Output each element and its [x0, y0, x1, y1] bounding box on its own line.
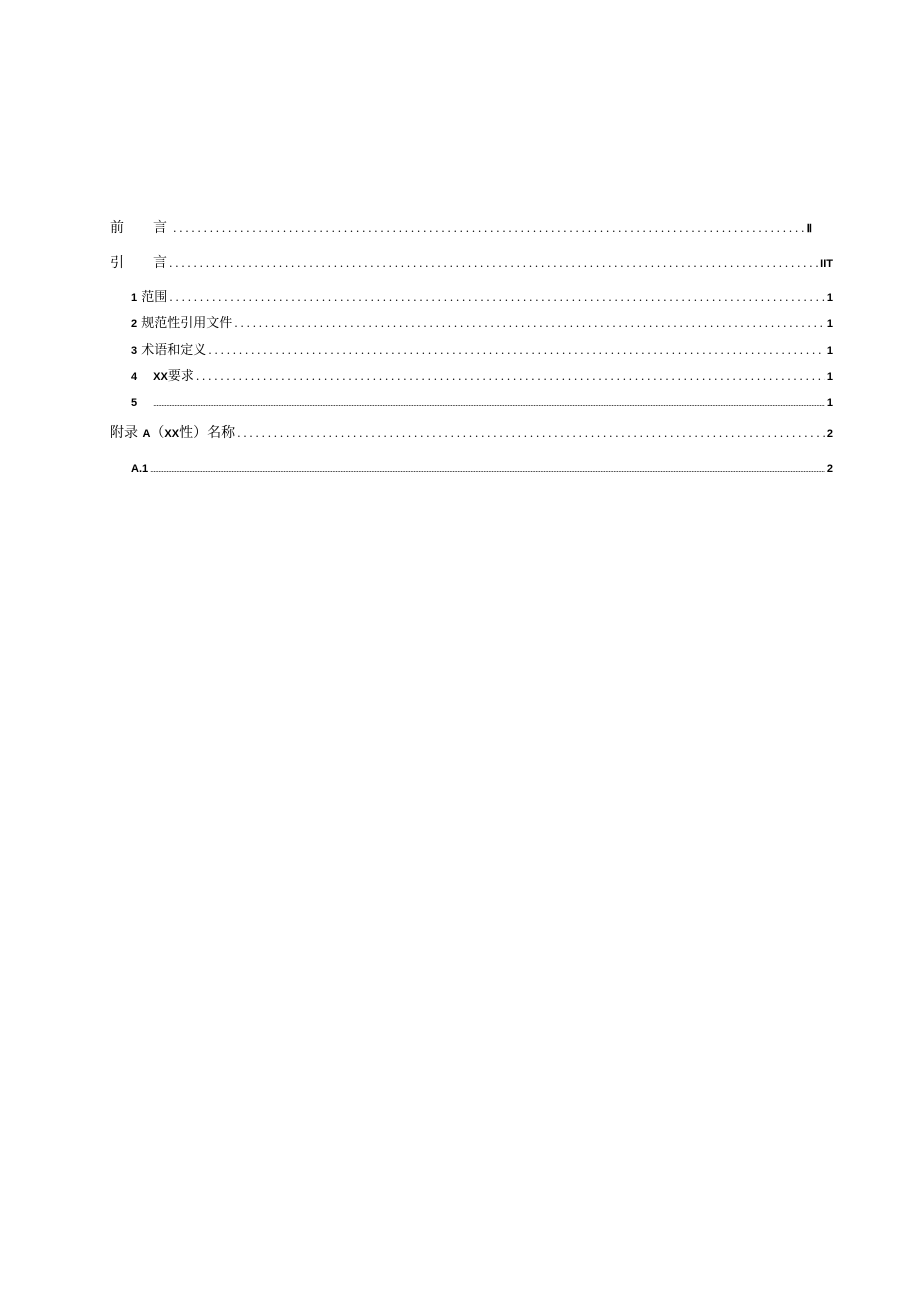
- toc-title-5: [131, 394, 151, 412]
- toc-leader: [169, 291, 825, 304]
- toc-title-annex-a: [110, 424, 235, 443]
- toc-entry-2[interactable]: [131, 315, 833, 333]
- toc-entry-5[interactable]: [131, 394, 833, 412]
- toc-title-3: [131, 342, 206, 360]
- toc-title-foreword-char1: 前: [110, 220, 124, 236]
- toc-page-introduction: IIT: [820, 258, 833, 270]
- toc-leader: [196, 370, 825, 383]
- toc-leader: [150, 466, 825, 474]
- toc-number-5: 5: [131, 397, 138, 409]
- toc-page-4: 1: [826, 371, 833, 383]
- toc-entry-foreword[interactable]: [110, 219, 812, 237]
- toc-page-foreword: Ⅱ: [806, 223, 812, 235]
- toc-page-3: 1: [826, 345, 833, 357]
- toc-entry-4[interactable]: [131, 368, 833, 386]
- toc-annex-suffix: 性）名称: [179, 425, 236, 441]
- toc-leader: [173, 222, 805, 235]
- toc-number-a1: A.1: [131, 463, 149, 475]
- toc-page-1: 1: [826, 292, 833, 304]
- toc-title-foreword: [110, 219, 167, 237]
- toc-title-introduction: [110, 254, 167, 272]
- toc-title-2: [131, 315, 232, 333]
- toc-page-annex-a: 2: [826, 428, 833, 440]
- toc-entry-annex-a[interactable]: [110, 424, 833, 443]
- toc-text-2: 规范性引用文件: [141, 316, 233, 331]
- toc-entry-3[interactable]: [131, 342, 833, 360]
- toc-number-3: 3: [131, 345, 138, 357]
- toc-annex-prefix: 附录: [110, 425, 138, 441]
- toc-title-1: [131, 289, 167, 307]
- toc-leader: [169, 257, 818, 270]
- toc-number-4: 4: [131, 371, 138, 383]
- toc-annex-letter: A: [142, 428, 151, 440]
- toc-prefix-4: XX: [153, 371, 168, 383]
- toc-page-2: 1: [826, 318, 833, 330]
- toc-title-foreword-char2: 言: [153, 220, 167, 236]
- toc-text-1: 范围: [141, 290, 168, 305]
- toc-number-2: 2: [131, 318, 138, 330]
- toc-leader: [237, 427, 825, 440]
- toc-annex-xx: XX: [164, 428, 180, 440]
- toc-text-3: 术语和定义: [141, 343, 207, 358]
- toc-entry-introduction[interactable]: [110, 254, 833, 272]
- toc-title-introduction-char1: 引: [110, 255, 124, 271]
- toc-number-1: 1: [131, 292, 138, 304]
- toc-title-a1: [131, 460, 148, 478]
- toc-leader: [208, 344, 825, 357]
- toc-page-5: 1: [826, 397, 833, 409]
- toc-leader: [234, 317, 825, 330]
- toc-title-4: [131, 368, 194, 386]
- toc-leader: [153, 400, 825, 408]
- toc-text-4: 要求: [167, 369, 194, 384]
- toc-title-introduction-char2: 言: [153, 255, 167, 271]
- toc-annex-open-paren: （: [150, 425, 165, 441]
- toc-page-a1: 2: [826, 463, 833, 475]
- toc-entry-1[interactable]: [131, 289, 833, 307]
- toc-entry-a1[interactable]: [131, 460, 833, 478]
